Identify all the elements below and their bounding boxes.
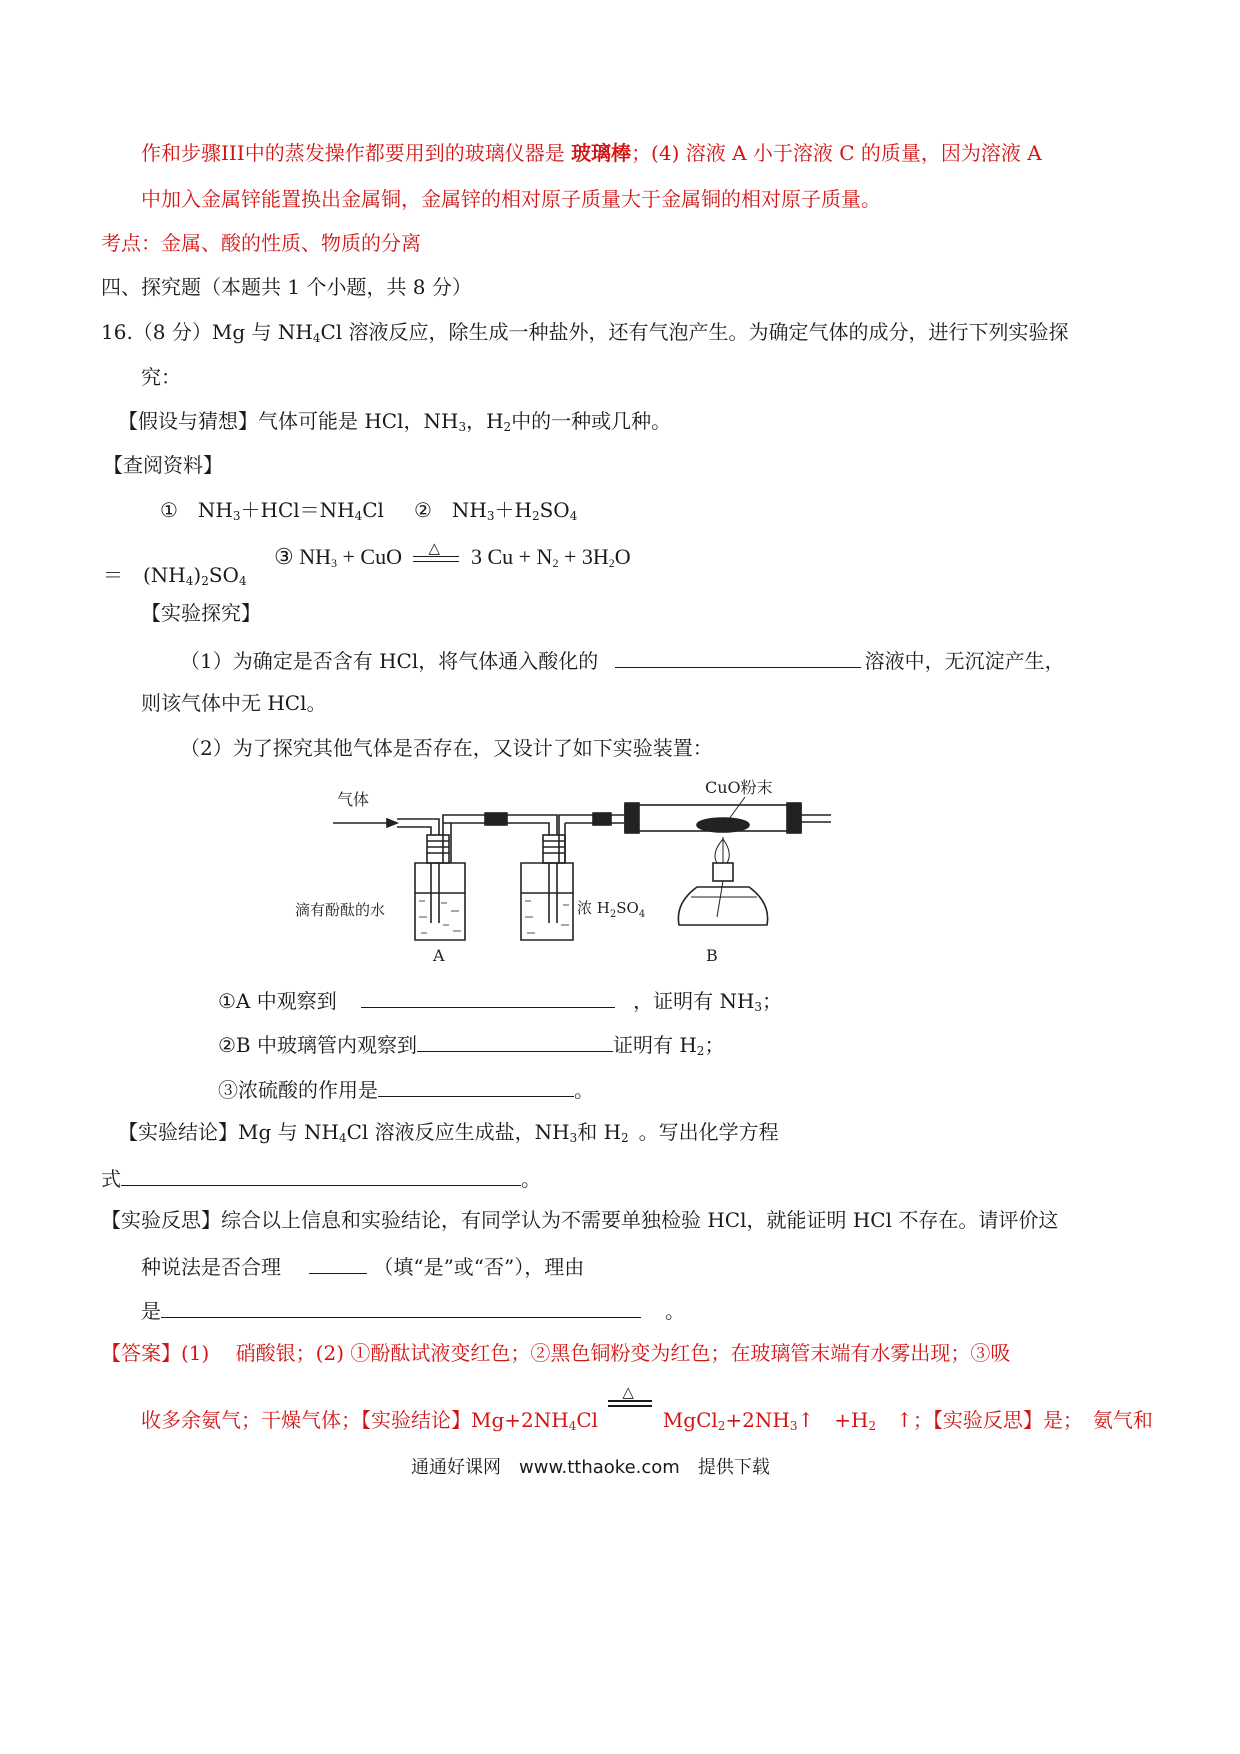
text: ② NH: [414, 498, 487, 522]
text: 3 Cu + N: [470, 544, 553, 569]
text: ＋HCl＝NH: [240, 498, 355, 522]
section-title: 四、探究题（本题共 1 个小题，共 8 分）: [101, 275, 472, 299]
observation-3: [218, 1074, 594, 1104]
subscript: 2: [531, 509, 540, 523]
answer-blank-5[interactable]: [121, 1163, 521, 1186]
answer-prev-text: 作和步骤III中的蒸发操作都要用到的玻璃仪器是: [141, 141, 572, 165]
text: （填“是”或“否”），理由: [373, 1255, 585, 1279]
equals-line: [413, 561, 459, 562]
text: Cl: [362, 498, 384, 522]
text: 种说法是否合理: [141, 1255, 281, 1279]
subscript: 4: [354, 509, 363, 523]
rubber-connector: [485, 813, 507, 825]
footer-link[interactable]: 通通好课网 www.tthaoke.com 提供下载: [411, 1457, 770, 1478]
stopper-b: [543, 835, 565, 863]
subscript: 3: [569, 1131, 578, 1145]
text: ；: [762, 989, 783, 1013]
answer-blank-1[interactable]: [615, 645, 861, 668]
question-16-head: [101, 318, 1069, 346]
text: 溶液中，无沉淀产生，: [864, 649, 1065, 673]
text: 和 H: [577, 1120, 622, 1144]
part-1-cont: 则该气体中无 HCl。: [141, 691, 327, 715]
text: + CuO: [337, 544, 402, 569]
text: 收多余氨气；干燥气体；【实验结论】Mg+2NH: [141, 1408, 569, 1432]
text: Cl: [576, 1408, 599, 1432]
rubber-connector-2: [593, 813, 611, 825]
tube-stopper-left: [625, 803, 639, 833]
text: 【实验结论】Mg 与 NH: [118, 1120, 339, 1144]
label-a: A: [433, 946, 445, 965]
subscript: 2: [503, 420, 512, 434]
conclusion-cont: [101, 1163, 541, 1193]
reflection-cont-2: [141, 1295, 685, 1325]
text: ，H: [466, 409, 504, 433]
subscript: 4: [568, 1419, 577, 1433]
kaodian: 考点：金属、酸的性质、物质的分离: [101, 231, 421, 255]
subscript: 2: [608, 556, 615, 570]
subscript: 2: [552, 556, 559, 570]
subscript: 3: [331, 556, 337, 570]
text: +2NH: [725, 1408, 790, 1432]
text: ②B 中玻璃管内观察到: [218, 1033, 417, 1057]
text: SO: [208, 563, 239, 587]
observation-2: [218, 1029, 724, 1059]
delta-icon: △: [428, 540, 441, 557]
answer-blank-4[interactable]: [378, 1074, 574, 1097]
heat-arrow: [413, 540, 459, 571]
text: 【假设与猜想】气体可能是 HCl，NH: [118, 409, 459, 433]
text: ): [193, 563, 202, 587]
bottle-b: [521, 863, 573, 940]
cuo-label: CuO粉末: [705, 778, 773, 797]
answer-prev-line2: 中加入金属锌能置换出金属铜，金属锌的相对原子质量大于金属铜的相对原子质量。: [141, 187, 881, 211]
conclusion: [118, 1118, 779, 1146]
hypothesis: [118, 407, 671, 435]
text: ↑ +H: [797, 1408, 869, 1432]
subscript: 2: [201, 574, 209, 588]
water-label: 滴有酚酞的水: [295, 901, 386, 919]
text: O: [614, 544, 631, 569]
answer-prev-line1: [141, 139, 1042, 167]
equals-line: [608, 1400, 652, 1402]
label-b: B: [706, 946, 718, 965]
text: ＝ (NH: [103, 563, 186, 587]
text: ↑；【实验反思】是； 氨气和: [876, 1408, 1153, 1432]
text: 。: [521, 1167, 541, 1191]
text: 证明有 H: [612, 1033, 697, 1057]
acid-label: 浓 $H_2SO_4$: [577, 899, 646, 920]
answer-blank-3[interactable]: [417, 1029, 613, 1052]
subscript: 2: [696, 1044, 705, 1058]
arrow-head-icon: [387, 819, 397, 827]
subscript: 4: [569, 509, 578, 523]
text: + 3H: [558, 544, 609, 569]
lamp-wick-holder: [713, 863, 733, 881]
text: 。: [665, 1299, 685, 1323]
observation-1: [218, 985, 782, 1015]
text: ③ NH: [274, 544, 331, 569]
text: SO: [539, 498, 570, 522]
bottle-a: [415, 863, 465, 940]
subscript: 3: [232, 509, 241, 523]
text: MgCl: [662, 1408, 718, 1432]
text: 16.（8 分）Mg 与 NH: [101, 320, 313, 344]
reflection-cont: [141, 1251, 584, 1281]
subscript: 2: [717, 1419, 726, 1433]
text: Cl 溶液反应生成盐，NH: [346, 1120, 570, 1144]
text: ＋H: [494, 498, 532, 522]
subscript: 4: [238, 574, 247, 588]
equals-line: [413, 556, 459, 557]
tube-to-glass: [559, 815, 625, 863]
delta-icon: △: [622, 1382, 634, 1401]
part-1: [180, 645, 1065, 675]
question-16-head-cont: 究：: [141, 365, 181, 389]
heat-arrow: [608, 1382, 652, 1434]
stopper-a: [427, 835, 449, 863]
equals-line: [608, 1405, 652, 1407]
answer-blank-6[interactable]: [309, 1251, 367, 1274]
part-2: （2）为了探究其他气体是否存在，又设计了如下实验装置：: [180, 736, 713, 760]
text: ；: [704, 1033, 725, 1057]
text: 式: [101, 1167, 121, 1191]
equation-2: [414, 496, 577, 524]
tube-stopper-right: [787, 803, 801, 833]
subscript: 2: [621, 1131, 629, 1145]
reflection: 【实验反思】综合以上信息和实验结论，有同学认为不需要单独检验 HCl，就能证明 HCl 不存在。请评价这: [101, 1208, 1059, 1232]
answer-glass-rod: 玻璃棒: [571, 141, 632, 165]
equation-2-cont: [103, 561, 247, 589]
answer-blank-2[interactable]: [361, 985, 615, 1008]
text: Cl 溶液反应，除生成一种盐外，还有气泡产生。为确定气体的成分，进行下列实验探: [320, 320, 1069, 344]
alcohol-lamp: [678, 887, 767, 925]
subscript: 3: [486, 509, 495, 523]
text: 。写出化学方程: [638, 1120, 779, 1144]
tube-into-b: [535, 815, 557, 923]
equation-3: [274, 540, 631, 571]
explore-title: 【实验探究】: [141, 601, 261, 625]
equation-1: [160, 496, 384, 524]
flame: [715, 837, 729, 863]
reference-title: 【查阅资料】: [103, 453, 223, 477]
answer-blank-7[interactable]: [161, 1295, 641, 1318]
answer-line-1: 【答案】(1) 硝酸银；(2) ①酚酞试液变红色；②黑色铜粉变为红色；在玻璃管末端有水雾出现；③吸: [101, 1341, 1011, 1365]
liquid-a: [419, 901, 461, 933]
answer-prev-text: ；(4) 溶液 A 小于溶液 C 的质量，因为溶液 A: [631, 141, 1042, 165]
text: 是: [141, 1299, 161, 1323]
text: ①A 中观察到: [218, 989, 337, 1013]
subscript: 4: [338, 1131, 347, 1145]
apparatus-figure: [295, 775, 845, 975]
subscript: 4: [185, 574, 194, 588]
text: 。: [574, 1078, 594, 1102]
answer-line-2: [141, 1382, 1153, 1434]
cuo-powder: [697, 818, 749, 832]
text: 中的一种或几种。: [511, 409, 672, 433]
text: ③浓硫酸的作用是: [218, 1078, 378, 1102]
liquid-b: [525, 901, 569, 933]
subscript: 3: [458, 420, 467, 434]
gas-label: 气体: [337, 790, 370, 809]
subscript: 3: [754, 1000, 763, 1014]
text: ，证明有 NH: [633, 989, 755, 1013]
text: （1）为确定是否含有 HCl，将气体通入酸化的: [180, 649, 599, 673]
text: ① NH: [160, 498, 233, 522]
subscript: 3: [789, 1419, 798, 1433]
subscript: 4: [312, 331, 321, 345]
subscript: 2: [868, 1419, 877, 1433]
